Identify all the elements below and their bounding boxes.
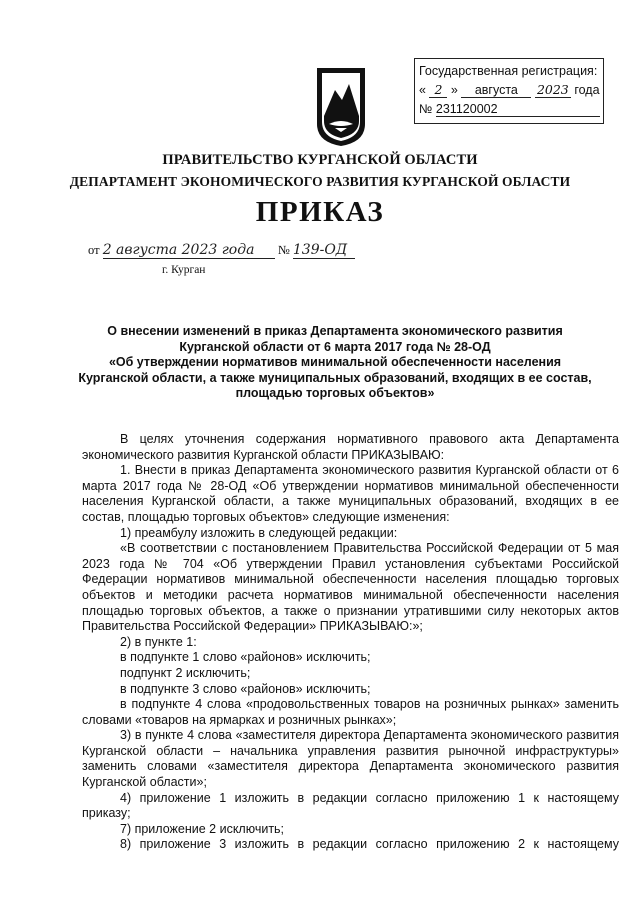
- title-line: О внесении изменений в приказ Департамента экономического развития: [107, 324, 563, 338]
- department-name: ДЕПАРТАМЕНТ ЭКОНОМИЧЕСКОГО РАЗВИТИЯ КУРГАНСКОЙ ОБЛАСТИ: [69, 174, 571, 189]
- order-number-handwritten: 139-ОД: [293, 243, 355, 259]
- title-line: Курганской области от 6 марта 2017 года № 28-ОД: [179, 339, 491, 354]
- body-paragraph: в подпункте 1 слово «районов» исключить;: [120, 650, 371, 665]
- body-paragraph: в подпункте 3 слово «районов» исключить;: [120, 681, 371, 696]
- title-line: площадью торговых объектов»: [235, 386, 435, 400]
- body-paragraph: «В соответствии с постановлением Правительства Российской Федерации от 5 мая 2023 года № 704 «Об утверждении Правил установления субъектами Российской Федерации нормативов минимальной обеспеченности населения площадью торговых объектов и методики расчета нормативов минимальной обеспеченности населения площадью торговых объектов, а также о признании утратившими силу некоторых актов Правительства Российской Федерации» ПРИКАЗЫВАЮ:»;: [82, 541, 619, 634]
- body-paragraph: в подпункте 4 слова «продовольственных товаров на розничных рынках» заменить словами «товаров на ярмарках и розничных рынках»;: [82, 697, 619, 727]
- title-line: Курганской области, а также муниципальных образований, входящих в ее состав,: [78, 370, 592, 385]
- registration-month: августа: [461, 83, 531, 98]
- document-body: [82, 432, 619, 853]
- coat-of-arms-emblem: [313, 66, 369, 148]
- body-paragraph: В целях уточнения содержания нормативного правового акта Департамента экономического развития Курганской области ПРИКАЗЫВАЮ:: [82, 432, 619, 462]
- body-paragraph: 1) преамбулу изложить в следующей редакции:: [120, 525, 398, 540]
- body-paragraph: 4) приложение 1 изложить в редакции согласно приложению 1 к настоящему приказу;: [82, 790, 619, 821]
- registration-number-row: № 231120002: [419, 100, 603, 119]
- body-paragraph: 8) приложение 3 изложить в редакции согласно приложению 2 к настоящему: [120, 837, 619, 852]
- registration-day: 2: [429, 83, 447, 98]
- body-paragraph: 2) в пункте 1:: [120, 634, 197, 649]
- order-date-handwritten: 2 августа 2023 года: [103, 243, 275, 259]
- body-paragraph: 1. Внести в приказ Департамента экономического развития Курганской области от 6 марта 2017 года № 28-ОД «Об утверждении нормативов минимальной обеспеченности населения Курганской области, а также муниципальных образований, входящих в ее состав, площадью торговых объектов» следующие изменения:: [82, 463, 619, 524]
- registration-year: 2023: [535, 83, 571, 98]
- registration-stamp: [414, 58, 604, 124]
- order-city: г. Курган: [162, 264, 206, 276]
- government-name: ПРАВИТЕЛЬСТВО КУРГАНСКОЙ ОБЛАСТИ: [162, 152, 478, 168]
- registration-date-row: « 2 » августа 2023 года: [419, 82, 600, 97]
- title-line: «Об утверждении нормативов минимальной обеспеченности населения: [108, 355, 562, 369]
- body-paragraph: 7) приложение 2 исключить;: [120, 821, 285, 836]
- document-title: [70, 324, 600, 402]
- body-paragraph: 3) в пункте 4 слова «заместителя директора Департамента экономического развития Курганской области – начальника управления развития рыночной инфраструктуры» заменить словами «заместителя директора Департамента экономического развития Курганской области»;: [82, 728, 619, 790]
- order-date-line: от 2 августа 2023 года № 139-ОД: [88, 243, 355, 259]
- registration-number: 231120002: [436, 102, 600, 117]
- registration-title: Государственная регистрация:: [419, 64, 598, 78]
- document-type-title: ПРИКАЗ: [255, 196, 385, 228]
- body-paragraph: подпункт 2 исключить;: [120, 665, 251, 680]
